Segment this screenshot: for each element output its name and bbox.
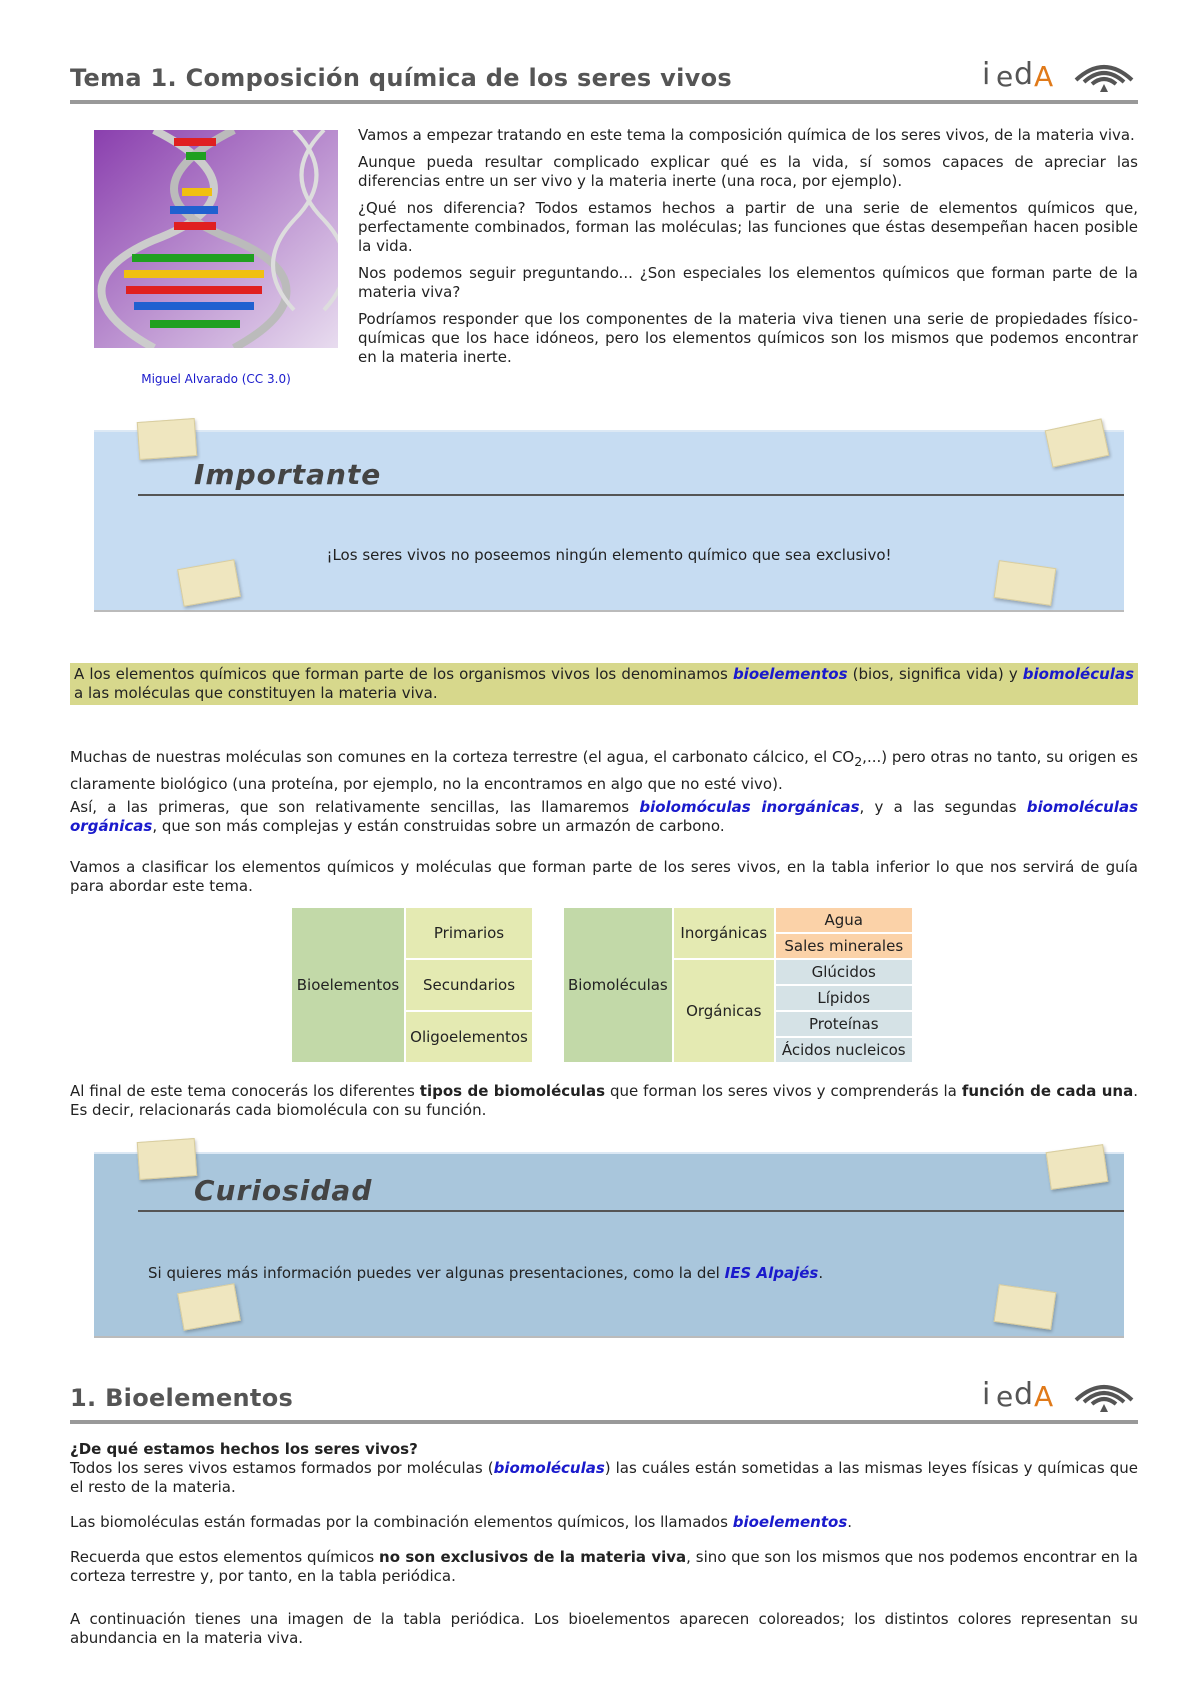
text: . Es decir, relacionarás cada biomolécula con su función.	[70, 1082, 1138, 1119]
svg-text:d: d	[1014, 57, 1034, 92]
table-cell: Proteínas	[776, 1012, 912, 1036]
text: (bios, significa vida) y	[847, 665, 1023, 683]
important-message: ¡Los seres vivos no poseemos ningún elemento químico que sea exclusivo!	[326, 546, 892, 564]
table-cell: Secundarios	[406, 960, 532, 1010]
bold-text: función de cada una	[961, 1082, 1134, 1100]
page-title: Tema 1. Composición química de los seres vivos	[70, 64, 732, 92]
tape-decoration	[994, 560, 1057, 606]
definition-highlight	[70, 663, 1138, 705]
classes-paragraph	[70, 798, 1138, 836]
intro-paragraph: Nos podemos seguir preguntando... ¿Son especiales los elementos químicos que forman parte de la materia viva?	[358, 264, 1138, 301]
tape-decoration	[137, 1138, 198, 1180]
section2-paragraph: A continuación tienes una imagen de la tabla periódica. Los bioelementos aparecen coloreados; los distintos colores representan su abundancia en la materia viva.	[70, 1610, 1138, 1647]
intro-paragraph: Podríamos responder que los componentes de la materia viva tienen una serie de propiedades físico-químicas que los hace idóneos, pero los elementos químicos son los mismos que podemos encontrar en la materia inerte.	[358, 310, 1138, 366]
intro-paragraph: ¿Qué nos diferencia? Todos estamos hechos a partir de una serie de elementos químicos que, perfectamente combinados, forman las moléculas; las funciones que éstas desempeñan hacen posible la vida.	[358, 199, 1138, 255]
intro-text	[358, 126, 1138, 375]
table-cell: Ácidos nucleicos	[776, 1038, 912, 1062]
table-cell: Sales minerales	[776, 934, 912, 958]
section-header	[70, 54, 1138, 104]
section-title: 1. Bioelementos	[70, 1384, 294, 1412]
curiosity-box	[94, 1152, 1124, 1338]
dna-image	[94, 130, 338, 348]
ies-alpajes-link[interactable]: IES Alpajés	[724, 1264, 819, 1282]
text: a las moléculas que constituyen la materia viva.	[74, 684, 438, 702]
keyword-link[interactable]: biomoléculas	[493, 1459, 605, 1477]
text: que forman los seres vivos y comprenderás la	[605, 1082, 962, 1100]
text: Las biomoléculas están formadas por la combinación elementos químicos, los llamados	[70, 1513, 733, 1531]
tape-decoration	[1046, 1144, 1109, 1190]
intro-paragraph: Vamos a empezar tratando en este tema la composición química de los seres vivos, de la materia viva.	[358, 126, 1135, 144]
svg-text:i: i	[982, 1377, 991, 1412]
section2-paragraph	[70, 1548, 1138, 1586]
table-cell: Oligoelementos	[406, 1012, 532, 1062]
text: Así, a las primeras, que son relativamente sencillas, las llamaremos	[70, 798, 640, 816]
section2-question: ¿De qué estamos hechos los seres vivos?	[70, 1440, 418, 1458]
section2-paragraph	[70, 1513, 1138, 1532]
text: , que son más complejas y están construidas sobre un armazón de carbono.	[152, 817, 725, 835]
text: Al final de este tema conocerás los diferentes	[70, 1082, 420, 1100]
text: .	[818, 1264, 824, 1282]
table-cell: Agua	[776, 908, 912, 932]
organic-header: Orgánicas	[674, 960, 774, 1062]
text: .	[847, 1513, 853, 1531]
curiosity-message	[148, 1264, 823, 1282]
text: , y a las segundas	[859, 798, 1027, 816]
text: Recuerda que estos elementos químicos	[70, 1548, 380, 1566]
svg-text:e: e	[996, 1380, 1014, 1413]
subscript: 2	[854, 754, 863, 769]
bioelements-header: Bioelementos	[292, 908, 404, 1062]
keyword-link[interactable]: bioelementos	[732, 1513, 848, 1531]
molecules-paragraph	[70, 746, 1138, 795]
keyword-link[interactable]: biomoléculas orgánicas	[70, 798, 1138, 835]
bold-text: no son exclusivos de la materia viva	[379, 1548, 687, 1566]
svg-text:A: A	[1034, 1380, 1054, 1413]
keyword-link[interactable]: biomoléculas	[1022, 665, 1134, 683]
bioelements-table	[290, 906, 534, 1064]
text: A los elementos químicos que forman parte de los organismos vivos los denominamos	[74, 665, 733, 683]
text: , sino que son los mismos que nos podemos encontrar en la corteza terrestre y, por tanto, en la tabla periódica.	[70, 1548, 1138, 1585]
text: ,...) pero otras no tanto, su origen es claramente biológico (una proteína, por ejemplo, no la encontramos en algo que no esté vivo).	[70, 748, 1138, 793]
table-intro-paragraph: Vamos a clasificar los elementos químicos y moléculas que forman parte de los seres vivos, en la tabla inferior lo que nos servirá de guía para abordar este tema.	[70, 858, 1138, 895]
important-title: Importante	[194, 458, 382, 491]
text: Si quieres más información puedes ver algunas presentaciones, como la del	[148, 1264, 725, 1282]
table-cell: Glúcidos	[776, 960, 912, 984]
tape-decoration	[137, 418, 198, 460]
table-cell: Lípidos	[776, 986, 912, 1010]
section2-paragraph	[70, 1459, 1138, 1497]
important-box	[94, 430, 1124, 612]
bold-text: tipos de biomoléculas	[419, 1082, 606, 1100]
intro-paragraph: Aunque pueda resultar complicado explicar qué es la vida, sí somos capaces de apreciar las diferencias entre un ser vivo y la materia inerte (una roca, por ejemplo).	[358, 153, 1138, 190]
svg-text:i: i	[982, 57, 991, 92]
keyword-link[interactable]: bioelementos	[732, 665, 848, 683]
inorganic-header: Inorgánicas	[674, 908, 774, 958]
tape-decoration	[994, 1284, 1057, 1330]
text: ) las cuáles están sometidas a las mismas leyes físicas y químicas que el resto de la materia.	[70, 1459, 1138, 1496]
biomolecules-table	[562, 906, 914, 1064]
section-header	[70, 1374, 1138, 1424]
keyword-link[interactable]: biolomóculas inorgánicas	[639, 798, 860, 816]
text: Muchas de nuestras moléculas son comunes en la corteza terrestre (el agua, el carbonato cálcico, el CO	[70, 748, 855, 766]
svg-text:A: A	[1034, 60, 1054, 93]
table-cell: Primarios	[406, 908, 532, 958]
svg-text:e: e	[996, 60, 1014, 93]
section2-body	[70, 1440, 1138, 1648]
curiosity-divider	[138, 1210, 1124, 1212]
ieda-logo-icon	[978, 50, 1138, 96]
text: Todos los seres vivos estamos formados por moléculas (	[70, 1459, 494, 1477]
svg-text:d: d	[1014, 1377, 1034, 1412]
curiosity-title: Curiosidad	[194, 1174, 373, 1207]
biomolecules-header: Biomoléculas	[564, 908, 672, 1062]
image-caption[interactable]: Miguel Alvarado (CC 3.0)	[141, 372, 291, 386]
important-divider	[138, 494, 1124, 496]
ieda-logo-icon	[978, 1370, 1138, 1416]
end-paragraph	[70, 1082, 1138, 1120]
